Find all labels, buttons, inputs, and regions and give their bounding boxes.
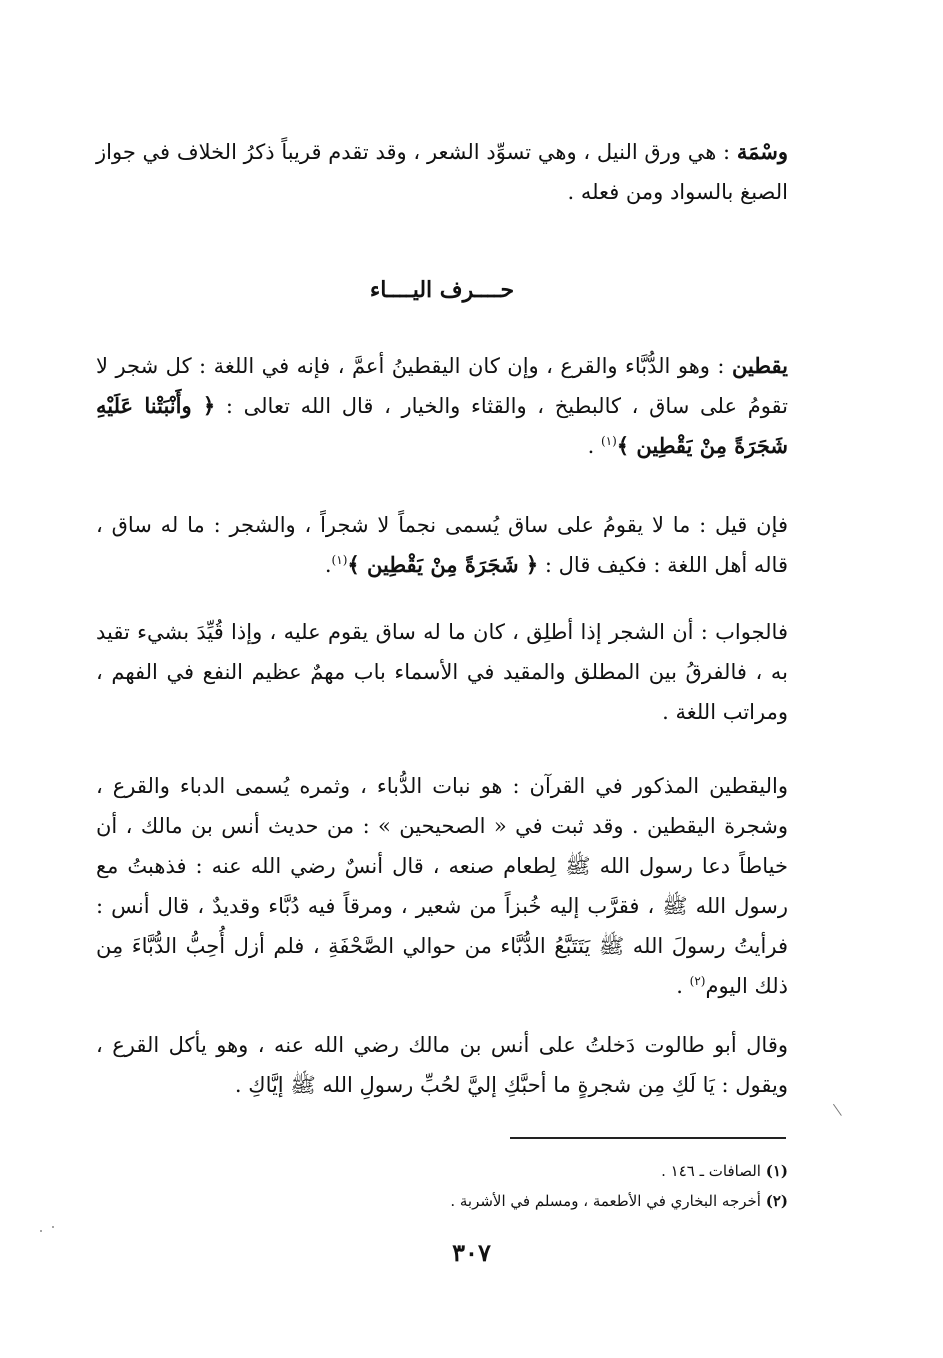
- paragraph-text: واليقطين المذكور في القرآن : هو نبات الدُّباء ، وثمره يُسمى الدباء والقرع ، وشجرة اليقطين . وقد ثبت في « الصحيحين » : من حديث أنس بن مالك ، أن خياطاً دعا رسول الله ﷺ لِطعام صنعه ، قال أنسٌ رضي الله عنه : فذهبتُ مع رسول الله ﷺ ، فقرَّب إليه خُبزاً من شعير ، ومرقاً فيه دُبَّاء وقديدٌ ، قال أنس : فرأيتُ رسولَ الله ﷺ يَتَتَبَّعُ الدُّبَّاء من حوالي الصَّحْفَةِ ، فلم أزل أُحِبُّ الدُّبَّاءَ مِن ذلك اليوم: [96, 774, 788, 998]
- paragraph-text: : وهو الدُّبَّاء والقرع ، وإن كان اليقطينُ أعمَّ ، فإنه في اللغة : كل شجر لا تقومُ على ساق ، كالبطيخ ، والقثاء والخيار ، قال الله تعالى :: [96, 354, 789, 418]
- paragraph-end: .: [587, 434, 601, 458]
- footnote-ref: (٢): [689, 974, 706, 988]
- footnote-text: أخرجه البخاري في الأطعمة ، ومسلم في الأشربة .: [450, 1192, 766, 1210]
- footnote-text: الصافات ـ ١٤٦ .: [661, 1162, 766, 1180]
- paragraph-end: .: [676, 974, 690, 998]
- footnote-item: [96, 1186, 788, 1216]
- paragraph-text: وقال أبو طالوت دَخلتُ على أنس بن مالك رضي الله عنه ، وهو يأكل القرع ، ويقول : يَا لَكِ مِن شجرةٍ ما أحبَّكِ إليَّ لحُبِّ رسولِ الله ﷺ إيَّاكِ .: [96, 1033, 788, 1097]
- footnote-ref: (١): [600, 434, 617, 448]
- quran-verse: ﴿ وأَنْبَتْنا عَلَيْهِ شَجَرَةً مِنْ يَقْطِين ﴾: [96, 393, 788, 458]
- paragraph-answer: [96, 612, 788, 732]
- paragraph-yaqtin: [96, 346, 788, 466]
- paragraph-abu-talut: [96, 1025, 788, 1105]
- paragraph-text: فالجواب : أن الشجر إذا أطلِق ، كان ما له ساق يقوم عليه ، وإذا قُيِّدَ بشيء تقيد به ، فالفرقُ بين المطلق والمقيد في الأسماء باب مهمٌ عظيم النفع في الفهم ، ومراتب اللغة .: [96, 620, 788, 724]
- scan-artifact: [40, 1230, 42, 1232]
- footnote-number: (١): [765, 1162, 788, 1180]
- entry-term: وسْمَة: [736, 139, 788, 164]
- scan-artifact: [833, 1098, 850, 1116]
- paragraph-end: .: [324, 553, 332, 577]
- paragraph-text: فإن قيل : ما لا يقومُ على ساق يُسمى نجماً لا شجراً ، والشجر : ما له ساق ، قاله أهل اللغة : فكيف قال :: [96, 513, 788, 577]
- footnotes: [96, 1156, 788, 1216]
- scan-artifact: [52, 1226, 54, 1228]
- footnote-divider: [510, 1137, 786, 1139]
- footnote-ref: (١): [331, 553, 348, 567]
- quran-verse: ﴿ شَجَرَةً مِنْ يَقْطِين ﴾: [347, 552, 539, 577]
- paragraph-question: [96, 505, 788, 585]
- footnote-item: [96, 1156, 788, 1186]
- paragraph-wasma: [96, 132, 788, 212]
- footnote-number: (٢): [765, 1192, 788, 1210]
- page-number: ٣٠٧: [452, 1238, 491, 1267]
- section-heading: حــــرف اليــــاء: [369, 277, 515, 303]
- entry-term: يقطين: [731, 353, 788, 378]
- paragraph-text: : هي ورق النيل ، وهي تسوِّد الشعر ، وقد تقدم قريباً ذكرُ الخلاف في جواز الصبغ بالسواد ومن فعله .: [96, 140, 788, 204]
- paragraph-quran-yaqtin: [96, 766, 788, 1006]
